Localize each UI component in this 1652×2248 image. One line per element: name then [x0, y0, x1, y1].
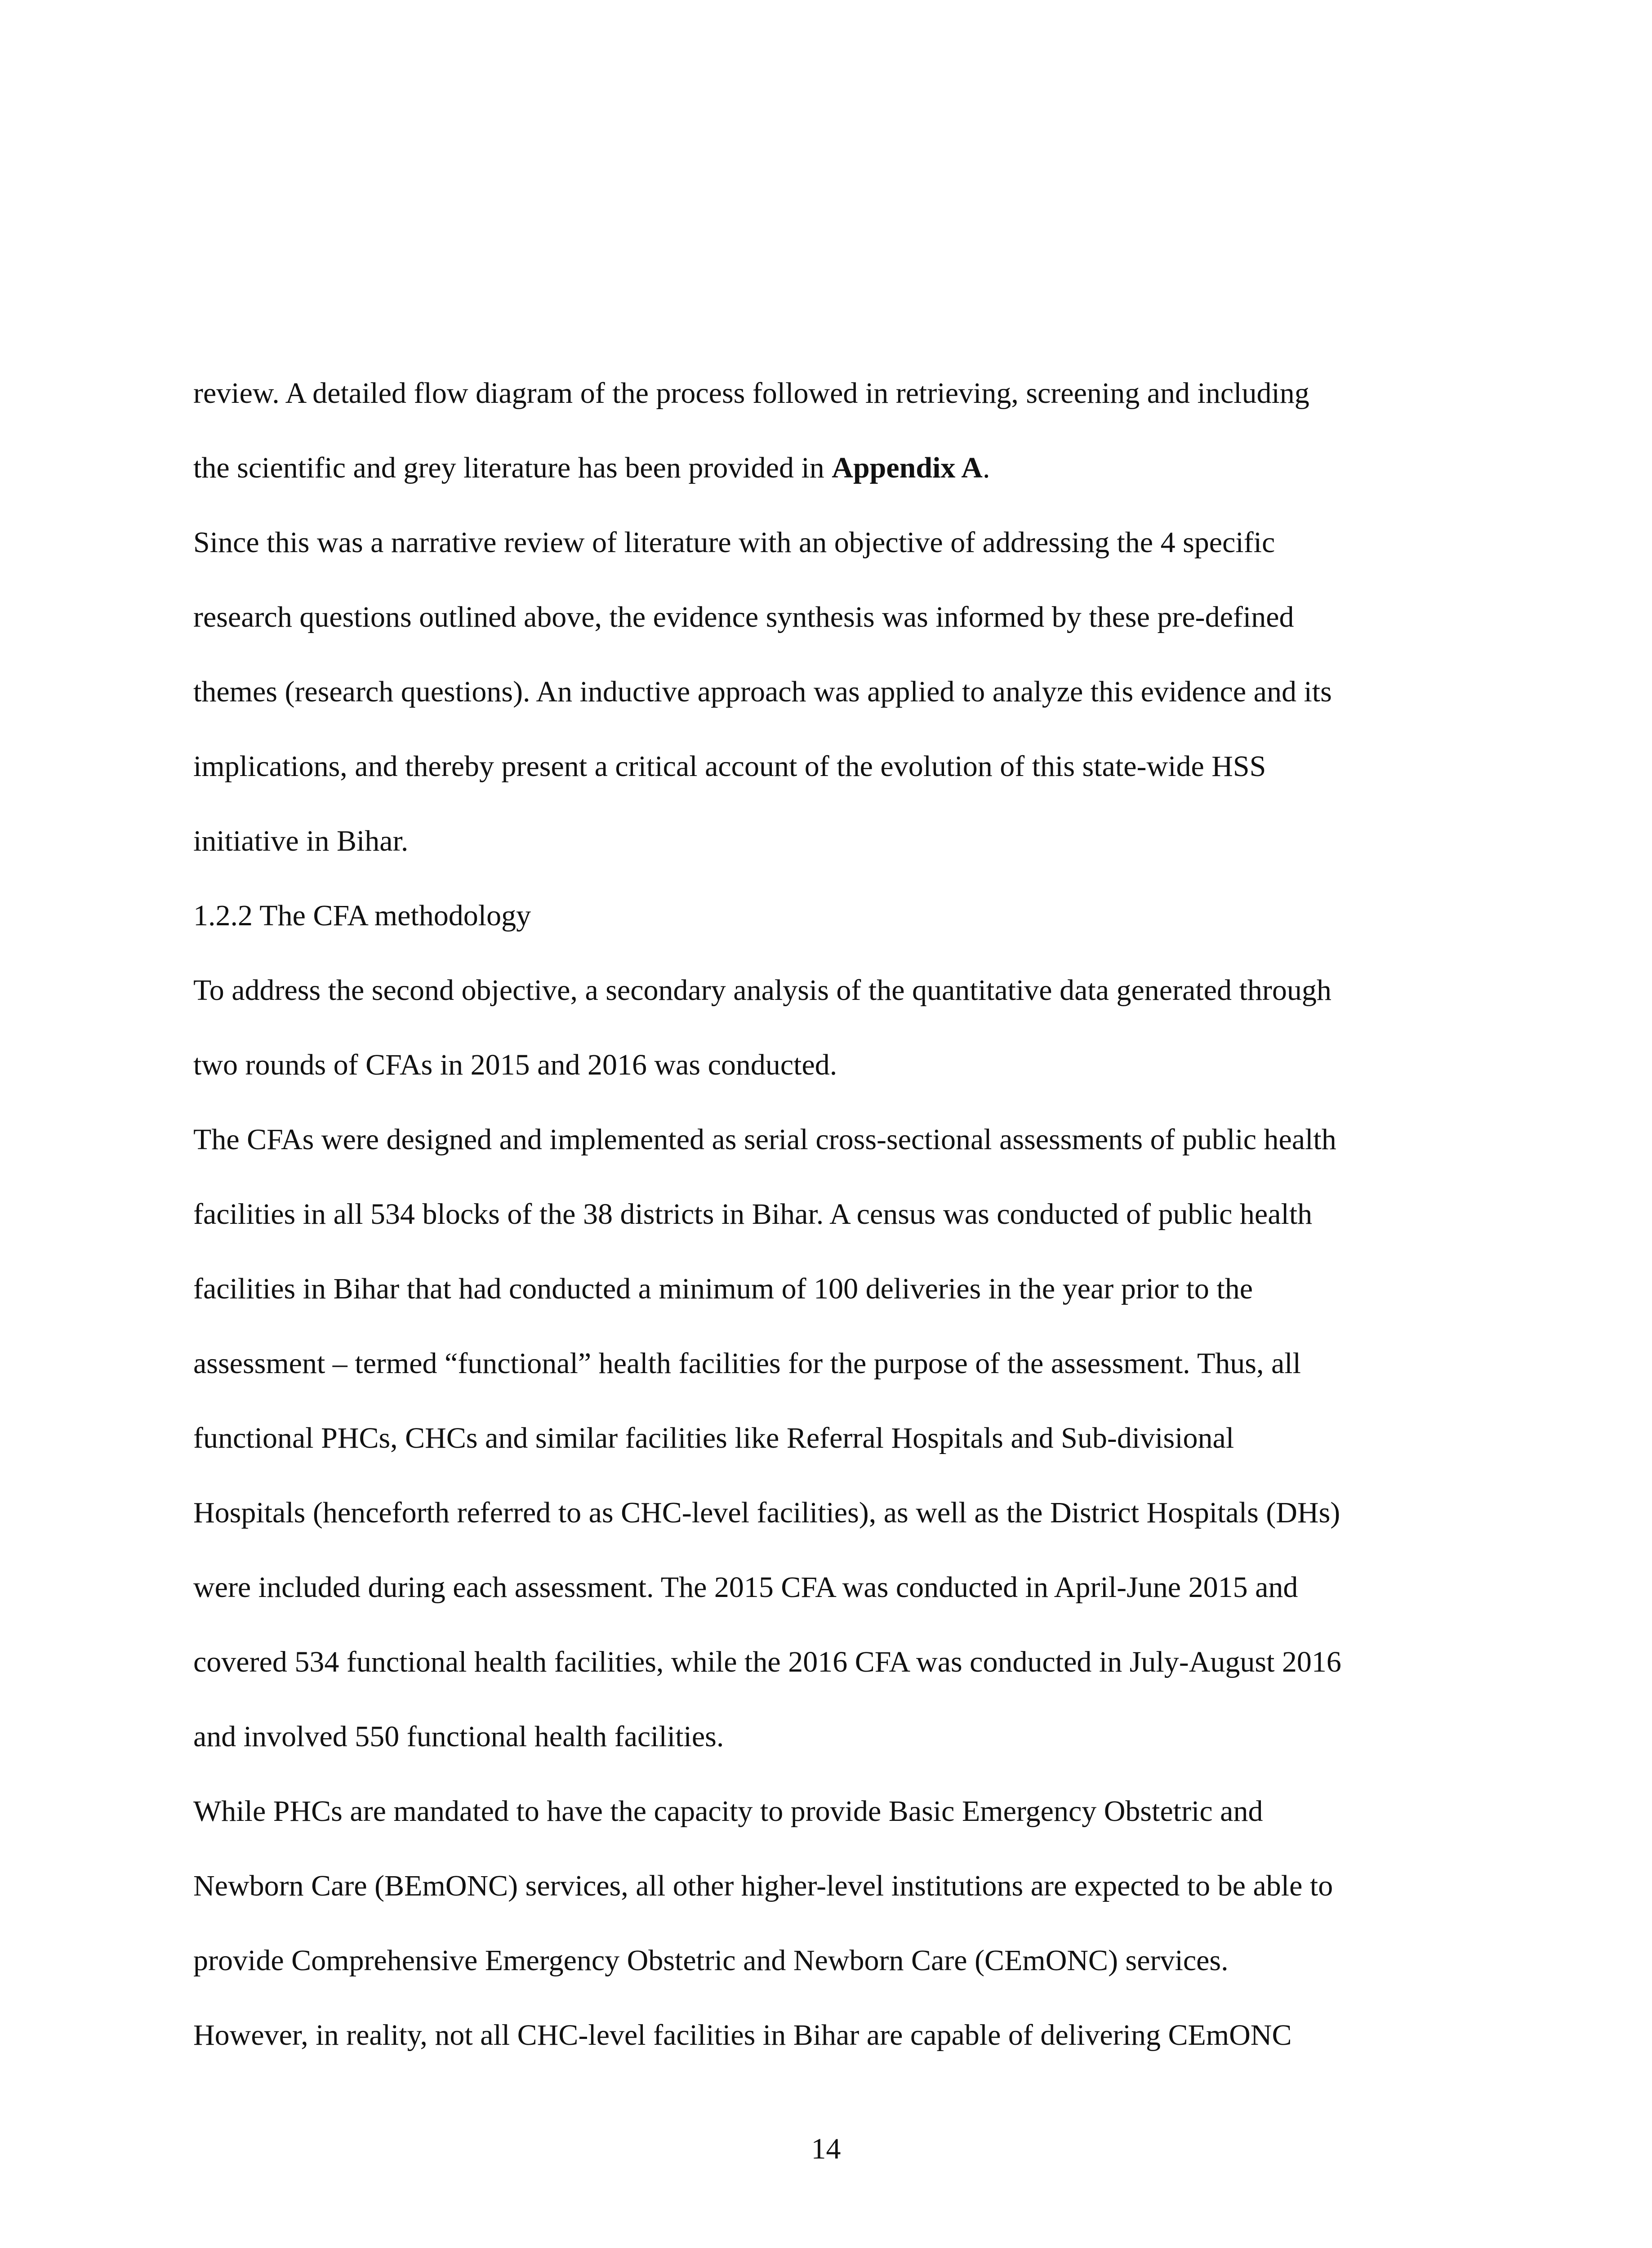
page-number: 14: [811, 2132, 841, 2165]
text-fragment: the scientific and grey literature has been provided in: [193, 451, 832, 484]
text-line: Newborn Care (BEmONC) services, all other higher-level institutions are expected to be able to: [193, 1869, 1333, 1902]
text-line: functional PHCs, CHCs and similar facilities like Referral Hospitals and Sub-divisional: [193, 1422, 1234, 1454]
text-line: assessment – termed “functional” health facilities for the purpose of the assessment. Thus, all: [193, 1347, 1301, 1380]
text-line: review. A detailed flow diagram of the process followed in retrieving, screening and including: [193, 377, 1309, 410]
text-line: were included during each assessment. The 2015 CFA was conducted in April-June 2015 and: [193, 1571, 1298, 1604]
section-heading: 1.2.2 The CFA methodology: [193, 899, 531, 932]
text-line: While PHCs are mandated to have the capacity to provide Basic Emergency Obstetric and: [193, 1795, 1263, 1828]
appendix-reference: Appendix A: [832, 451, 983, 484]
body-text: [193, 356, 1488, 2073]
text-line: Since this was a narrative review of literature with an objective of addressing the 4 specific: [193, 526, 1275, 559]
text-line: provide Comprehensive Emergency Obstetric and Newborn Care (CEmONC) services.: [193, 1944, 1229, 1977]
text-line: covered 534 functional health facilities, while the 2016 CFA was conducted in July-August 2016: [193, 1646, 1341, 1678]
text-fragment: .: [982, 451, 990, 484]
text-line: Hospitals (henceforth referred to as CHC-level facilities), as well as the District Hospitals (DHs): [193, 1496, 1340, 1529]
text-line: [193, 431, 1488, 505]
text-line: and involved 550 functional health facilities.: [193, 1720, 724, 1753]
text-line: research questions outlined above, the evidence synthesis was informed by these pre-defined: [193, 601, 1294, 633]
text-line: facilities in Bihar that had conducted a minimum of 100 deliveries in the year prior to the: [193, 1272, 1253, 1305]
text-line: implications, and thereby present a critical account of the evolution of this state-wide HSS: [193, 750, 1266, 783]
text-line: two rounds of CFAs in 2015 and 2016 was conducted.: [193, 1048, 837, 1081]
text-line: facilities in all 534 blocks of the 38 districts in Bihar. A census was conducted of public health: [193, 1198, 1313, 1231]
text-line: initiative in Bihar.: [193, 825, 409, 857]
text-line: The CFAs were designed and implemented as serial cross-sectional assessments of public health: [193, 1123, 1336, 1156]
text-line: themes (research questions). An inductive approach was applied to analyze this evidence and its: [193, 675, 1332, 708]
text-line: However, in reality, not all CHC-level facilities in Bihar are capable of delivering CEmONC: [193, 2019, 1292, 2052]
text-line: To address the second objective, a secondary analysis of the quantitative data generated through: [193, 974, 1331, 1007]
